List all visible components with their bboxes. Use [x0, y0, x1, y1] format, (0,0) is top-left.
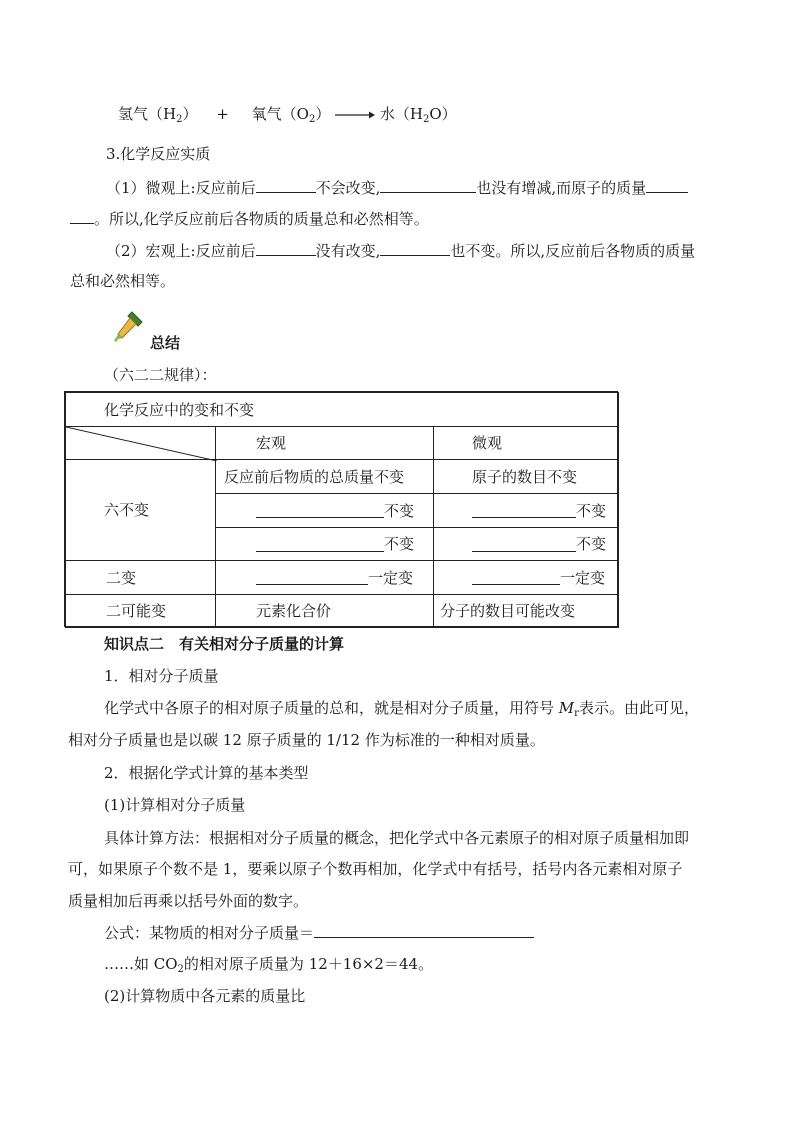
answer-blank[interactable]: [472, 570, 560, 585]
arrow-icon: [335, 110, 375, 120]
cell-atom-count: 原子的数目不变: [433, 459, 619, 494]
section-3-heading: 3.化学反应实质: [106, 145, 211, 163]
cell-total-mass: 反应前后物质的总质量不变: [215, 459, 434, 494]
kp2-subsection-2: (2)计算物质中各元素的质量比: [104, 987, 306, 1005]
method-line-3: 质量相加后再乘以括号外面的数字。: [68, 892, 309, 910]
cell-blank-micro: 一定变: [433, 560, 619, 595]
dropper-icon: [112, 308, 146, 342]
row-six-invariants: 六不变: [65, 459, 216, 561]
cell-valence: 元素化合价: [215, 594, 434, 628]
header-macro: 宏观: [215, 426, 434, 460]
answer-blank[interactable]: [256, 570, 368, 585]
table-title: 化学反应中的变和不变: [65, 392, 619, 427]
cell-blank-macro: 不变: [215, 493, 434, 528]
method-line-2: 可，如果原子个数不是 1，要乘以原子个数再相加，化学式中有括号，括号内各元素相对原子: [68, 860, 683, 878]
plus-sign: +: [216, 105, 229, 123]
answer-blank[interactable]: [472, 537, 576, 552]
example-line: ……如 $CO_2$的相对原子质量为 12＋16×2＝44。: [104, 955, 434, 975]
answer-blank[interactable]: [380, 177, 476, 193]
cell-blank-micro: 不变: [433, 527, 619, 561]
cell-blank-macro: 一定变: [215, 560, 434, 595]
micro-line-1: （1）微观上:反应前后 不会改变, 也没有增减,而原子的质量: [106, 177, 688, 198]
method-line-1: 具体计算方法：根据相对分子质量的概念，把化学式中各元素原子的相对原子质量相加即: [104, 829, 690, 847]
cell-molecule-count: 分子的数目可能改变: [433, 594, 619, 628]
answer-blank[interactable]: [256, 177, 316, 193]
reactant-2: 氧气$(O_2)$: [251, 105, 331, 125]
answer-blank[interactable]: [256, 537, 384, 552]
answer-blank[interactable]: [646, 177, 688, 193]
summary-title: 总结: [150, 334, 181, 352]
kp2-section-2-title: 2．根据化学式计算的基本类型: [104, 764, 309, 782]
micro-line-2: 。所以,化学反应前后各物质的质量总和必然相等。: [70, 208, 429, 229]
macro-line-2: 总和必然相等。: [70, 272, 176, 290]
kp2-section-1-title: 1．相对分子质量: [104, 667, 219, 685]
row-two-possible: 二可能变: [65, 594, 216, 628]
reactant-1: 氢气$(H_2)$: [118, 105, 198, 125]
answer-blank[interactable]: [256, 503, 384, 518]
product: 水$(H_2O)$: [379, 105, 457, 125]
answer-blank[interactable]: [380, 240, 450, 256]
answer-blank[interactable]: [314, 922, 534, 938]
answer-blank[interactable]: [256, 240, 316, 256]
kp2-paragraph-1-line-2: 相对分子质量也是以碳 12 原子质量的 1/12 作为标准的一种相对质量。: [68, 731, 545, 749]
diagonal-line: [66, 427, 217, 461]
header-micro: 微观: [433, 426, 619, 460]
macro-line-1: （2）宏观上:反应前后 没有改变, 也不变。所以,反应前后各物质的质量: [106, 242, 696, 260]
cell-blank-macro: 不变: [215, 527, 434, 561]
summary-rule: （六二二规律）：: [104, 366, 217, 384]
answer-blank[interactable]: [70, 208, 94, 224]
kp2-paragraph-1: 化学式中各原子的相对原子质量的总和，就是相对分子质量，用符号 $M_r$表示。由此可见，: [104, 699, 699, 719]
formula-line: 公式：某物质的相对分子质量＝: [104, 922, 534, 943]
answer-blank[interactable]: [472, 503, 576, 518]
kp2-heading: 知识点二 有关相对分子质量的计算: [104, 635, 345, 653]
equation: [118, 104, 457, 124]
row-two-changes: 二变: [65, 560, 216, 595]
kp2-subsection-1: (1)计算相对分子质量: [104, 796, 246, 814]
cell-blank-micro: 不变: [433, 493, 619, 528]
diagonal-header-cell: [65, 426, 216, 460]
change-table: [64, 391, 618, 627]
